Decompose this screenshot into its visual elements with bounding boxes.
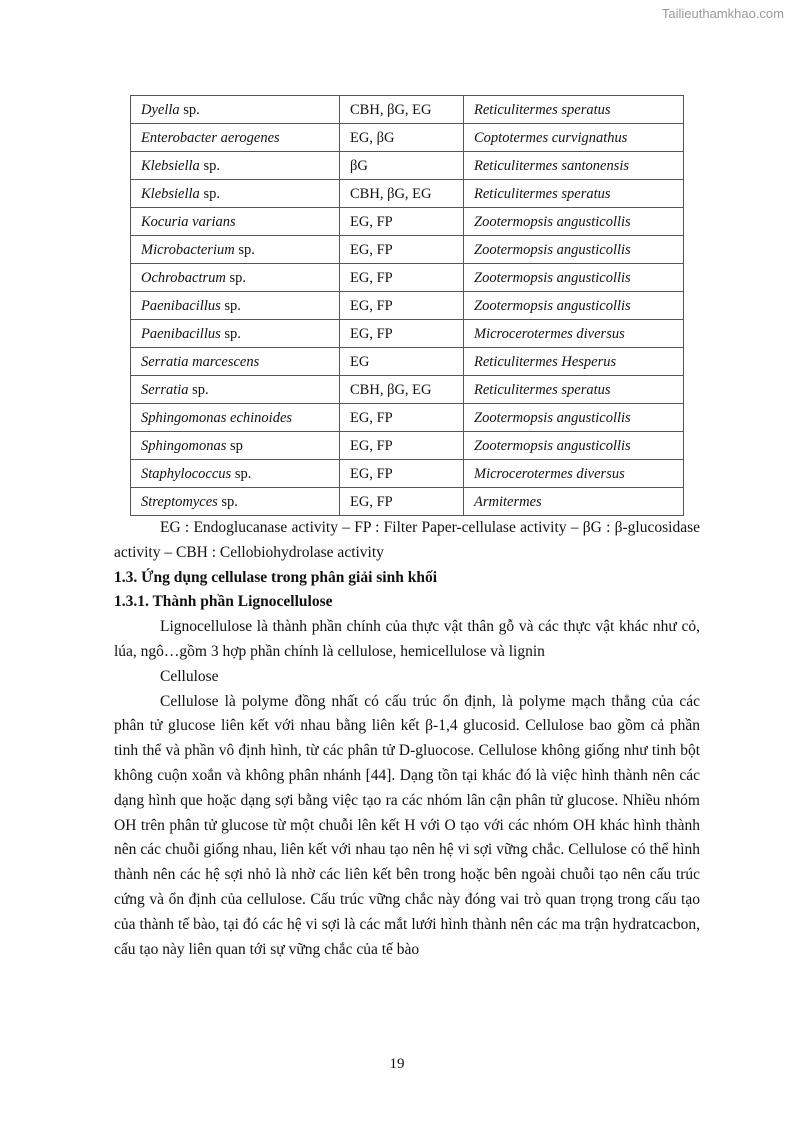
organism-cell <box>131 432 340 460</box>
organism-cell <box>131 460 340 488</box>
table-row <box>131 348 684 376</box>
organism-cell <box>131 292 340 320</box>
organism-cell <box>131 152 340 180</box>
organism-name: Streptomyces <box>141 493 218 510</box>
organism-name: Microbacterium <box>141 241 235 258</box>
host-cell <box>464 488 684 516</box>
enzyme-cell: EG <box>340 348 464 376</box>
host-name: Zootermopsis angusticollis <box>474 437 631 454</box>
host-cell <box>464 236 684 264</box>
host-cell <box>464 292 684 320</box>
organism-cell <box>131 236 340 264</box>
host-name: Reticulitermes speratus <box>474 101 611 118</box>
host-cell <box>464 376 684 404</box>
enzyme-cell: EG, FP <box>340 208 464 236</box>
organism-cell <box>131 348 340 376</box>
host-name: Zootermopsis angusticollis <box>474 297 631 314</box>
organism-suffix: sp <box>226 437 243 454</box>
organism-name: Staphylococcus <box>141 465 232 482</box>
table-row <box>131 208 684 236</box>
host-cell <box>464 124 684 152</box>
table-row <box>131 180 684 208</box>
table-row <box>131 236 684 264</box>
organism-suffix: sp. <box>179 101 200 118</box>
enzyme-cell: EG, FP <box>340 292 464 320</box>
enzyme-cell: EG, FP <box>340 320 464 348</box>
organism-name: Sphingomonas echinoides <box>141 409 293 426</box>
host-name: Reticulitermes santonensis <box>474 157 630 174</box>
table-row <box>131 124 684 152</box>
host-name: Zootermopsis angusticollis <box>474 213 631 230</box>
organism-cell <box>131 96 340 124</box>
host-cell <box>464 208 684 236</box>
host-cell <box>464 460 684 488</box>
host-name: Zootermopsis angusticollis <box>474 241 631 258</box>
host-name: Microcerotermes diversus <box>474 325 625 342</box>
bacteria-table <box>130 95 684 516</box>
host-cell <box>464 432 684 460</box>
organism-suffix: sp. <box>188 381 209 398</box>
paragraph-cellulose: Cellulose là polyme đồng nhất có cấu trúc ổn định, là polyme mạch thẳng của các phân tử glucose liên kết với nhau bằng liên kết β-1,4 glucosid. Cellulose bao gồm cả phần tinh thể và phần vô định hình, từ các phân tử D-gluocose. Cellulose không giống như tinh bột không cuộn xoắn và không phân nhánh [44]. Dạng tồn tại khác đó là việc hình thành nên các dạng hình que hoặc dạng sợi bằng việc tạo ra các nhóm lân cận phân tử glucose. Nhiều nhóm OH trên phân tử glucose từ một chuỗi lên kết H với O tạo với các nhóm OH khác hình thành nên các chuỗi giống nhau, liên kết với nhau tạo nên hệ vi sợi vững chắc. Cellulose có thể hình thành nên các hệ sợi nhỏ là nhờ các liên kết bên trong hoặc bên ngoài chuỗi tạo nên cấu trúc cứng và ổn định của cellulose. Cấu trúc vững chắc này đóng vai trò quan trọng trong cấu tạo của thành tế bào, tại đó các hệ vi sợi là các mắt lưới hình thành nên các ma trận hydratcacbon, cấu tạo này liên quan tới sự vững chắc của tế bào <box>114 692 700 958</box>
host-cell <box>464 152 684 180</box>
enzyme-cell: CBH, βG, EG <box>340 180 464 208</box>
organism-name: Serratia <box>141 381 189 398</box>
organism-name: Klebsiella <box>141 185 200 202</box>
organism-cell <box>131 376 340 404</box>
organism-name: Enterobacter aerogenes <box>141 129 280 146</box>
host-name: Coptotermes curvignathus <box>474 129 628 146</box>
section-heading: 1.3. Ứng dụng cellulase trong phân giải sinh khối <box>114 568 438 586</box>
table-row <box>131 460 684 488</box>
host-cell <box>464 404 684 432</box>
organism-suffix: sp. <box>217 493 238 510</box>
subsection-heading: 1.3.1. Thành phần Lignocellulose <box>114 593 333 611</box>
organism-name: Paenibacillus <box>141 325 221 342</box>
host-name: Reticulitermes Hesperus <box>474 353 617 370</box>
table-legend: EG : Endoglucanase activity – FP : Filter Paper-cellulase activity – βG : β-glucosidase activity – CBH : Cellobiohydrolase activity <box>114 519 700 561</box>
subheading-cellulose: Cellulose <box>160 667 219 685</box>
organism-name: Dyella <box>141 101 180 118</box>
host-cell <box>464 348 684 376</box>
organism-cell <box>131 488 340 516</box>
enzyme-cell: EG, FP <box>340 264 464 292</box>
body-text <box>114 516 700 962</box>
host-cell <box>464 264 684 292</box>
table-row <box>131 376 684 404</box>
table-row <box>131 432 684 460</box>
organism-cell <box>131 180 340 208</box>
organism-name: Sphingomonas <box>141 437 227 454</box>
host-cell <box>464 320 684 348</box>
watermark: Tailieuthamkhao.com <box>661 6 784 21</box>
host-name: Zootermopsis angusticollis <box>474 409 631 426</box>
organism-name: Paenibacillus <box>141 297 221 314</box>
host-name: Zootermopsis angusticollis <box>474 269 631 286</box>
table-row <box>131 404 684 432</box>
host-name: Reticulitermes speratus <box>474 381 611 398</box>
table-row <box>131 96 684 124</box>
organism-cell <box>131 320 340 348</box>
table-row <box>131 152 684 180</box>
enzyme-cell: EG, FP <box>340 404 464 432</box>
enzyme-cell: EG, FP <box>340 432 464 460</box>
table-row <box>131 292 684 320</box>
organism-suffix: sp. <box>231 465 252 482</box>
organism-suffix: sp. <box>220 297 241 314</box>
table-row <box>131 264 684 292</box>
host-cell <box>464 180 684 208</box>
organism-suffix: sp. <box>225 269 246 286</box>
enzyme-cell: EG, βG <box>340 124 464 152</box>
enzyme-cell: CBH, βG, EG <box>340 96 464 124</box>
organism-name: Serratia marcescens <box>141 353 260 370</box>
table-row <box>131 488 684 516</box>
organism-name: Ochrobactrum <box>141 269 226 286</box>
enzyme-cell: EG, FP <box>340 488 464 516</box>
page-number: 19 <box>389 1056 405 1072</box>
organism-suffix: sp. <box>220 325 241 342</box>
organism-cell <box>131 124 340 152</box>
paragraph-lignocellulose: Lignocellulose là thành phần chính của thực vật thân gỗ và các thực vật khác như cỏ, lúa, ngô…gồm 3 hợp phần chính là cellulose, hemicellulose và lignin <box>114 618 700 660</box>
host-name: Reticulitermes speratus <box>474 185 611 202</box>
organism-suffix: sp. <box>199 157 220 174</box>
host-cell <box>464 96 684 124</box>
organism-cell <box>131 264 340 292</box>
enzyme-cell: EG, FP <box>340 460 464 488</box>
organism-suffix: sp. <box>234 241 255 258</box>
organism-name: Klebsiella <box>141 157 200 174</box>
host-name: Microcerotermes diversus <box>474 465 625 482</box>
enzyme-cell: EG, FP <box>340 236 464 264</box>
organism-cell <box>131 208 340 236</box>
organism-cell <box>131 404 340 432</box>
enzyme-cell: βG <box>340 152 464 180</box>
host-name: Armitermes <box>474 493 542 510</box>
enzyme-cell: CBH, βG, EG <box>340 376 464 404</box>
organism-suffix: sp. <box>199 185 220 202</box>
organism-name: Kocuria varians <box>141 213 236 230</box>
table-row <box>131 320 684 348</box>
